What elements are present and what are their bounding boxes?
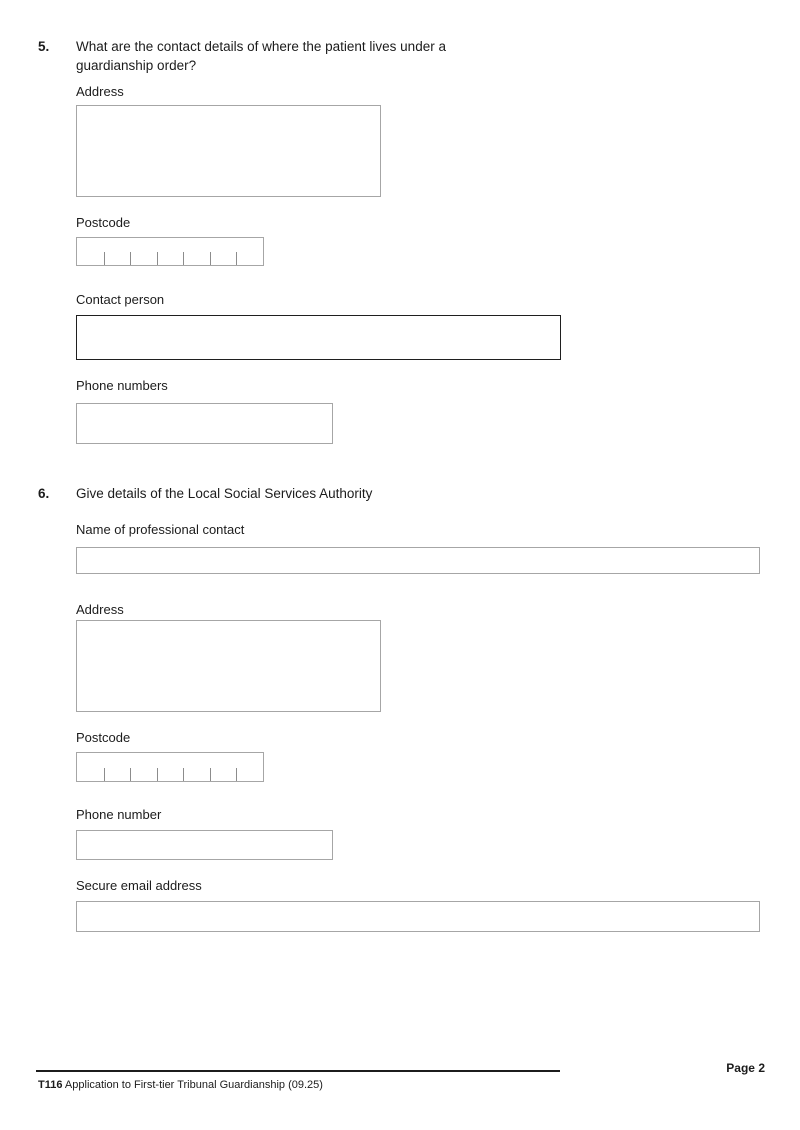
postcode-cell-divider bbox=[236, 252, 237, 265]
question-5-text: What are the contact details of where the patient lives under a guardianship order? bbox=[76, 39, 446, 73]
footer-form-reference bbox=[38, 1078, 323, 1092]
postcode-cell-divider bbox=[183, 252, 184, 265]
q6-professional-contact-input[interactable] bbox=[76, 547, 760, 574]
q6-phone-number-input[interactable] bbox=[76, 830, 333, 860]
postcode-cell-divider bbox=[157, 252, 158, 265]
question-6-text: Give details of the Local Social Services Authority bbox=[76, 486, 373, 501]
q5-contact-person-input[interactable] bbox=[76, 315, 561, 360]
postcode-cell-divider bbox=[130, 768, 131, 781]
q6-professional-contact-label: Name of professional contact bbox=[76, 522, 245, 537]
q6-postcode-input[interactable] bbox=[76, 752, 264, 782]
postcode-cell-divider bbox=[236, 768, 237, 781]
q5-postcode-input[interactable] bbox=[76, 237, 264, 266]
postcode-cell-divider bbox=[157, 768, 158, 781]
q6-secure-email-label: Secure email address bbox=[76, 878, 202, 893]
q5-address-label: Address bbox=[76, 84, 124, 99]
q5-address-input[interactable] bbox=[76, 105, 381, 197]
postcode-cell-divider bbox=[210, 252, 211, 265]
form-code: T116 bbox=[38, 1079, 63, 1091]
form-title: Application to First-tier Tribunal Guardianship (09.25) bbox=[64, 1079, 323, 1091]
q6-postcode-label: Postcode bbox=[76, 730, 131, 745]
q6-phone-number-label: Phone number bbox=[76, 807, 162, 822]
question-6-number: 6. bbox=[38, 486, 50, 501]
q5-postcode-label: Postcode bbox=[76, 215, 131, 230]
q5-phone-numbers-input[interactable] bbox=[76, 403, 333, 444]
question-5-number: 5. bbox=[38, 39, 50, 54]
postcode-cell-divider bbox=[104, 252, 105, 265]
q5-contact-person-label: Contact person bbox=[76, 292, 165, 307]
postcode-cell-divider bbox=[183, 768, 184, 781]
q6-address-label: Address bbox=[76, 602, 124, 617]
q5-phone-numbers-label: Phone numbers bbox=[76, 378, 168, 393]
postcode-cell-divider bbox=[104, 768, 105, 781]
footer-divider bbox=[36, 1070, 560, 1072]
postcode-cell-divider bbox=[130, 252, 131, 265]
page-number: Page 2 bbox=[726, 1061, 765, 1075]
postcode-cell-divider bbox=[210, 768, 211, 781]
q6-secure-email-input[interactable] bbox=[76, 901, 760, 932]
q6-address-input[interactable] bbox=[76, 620, 381, 712]
